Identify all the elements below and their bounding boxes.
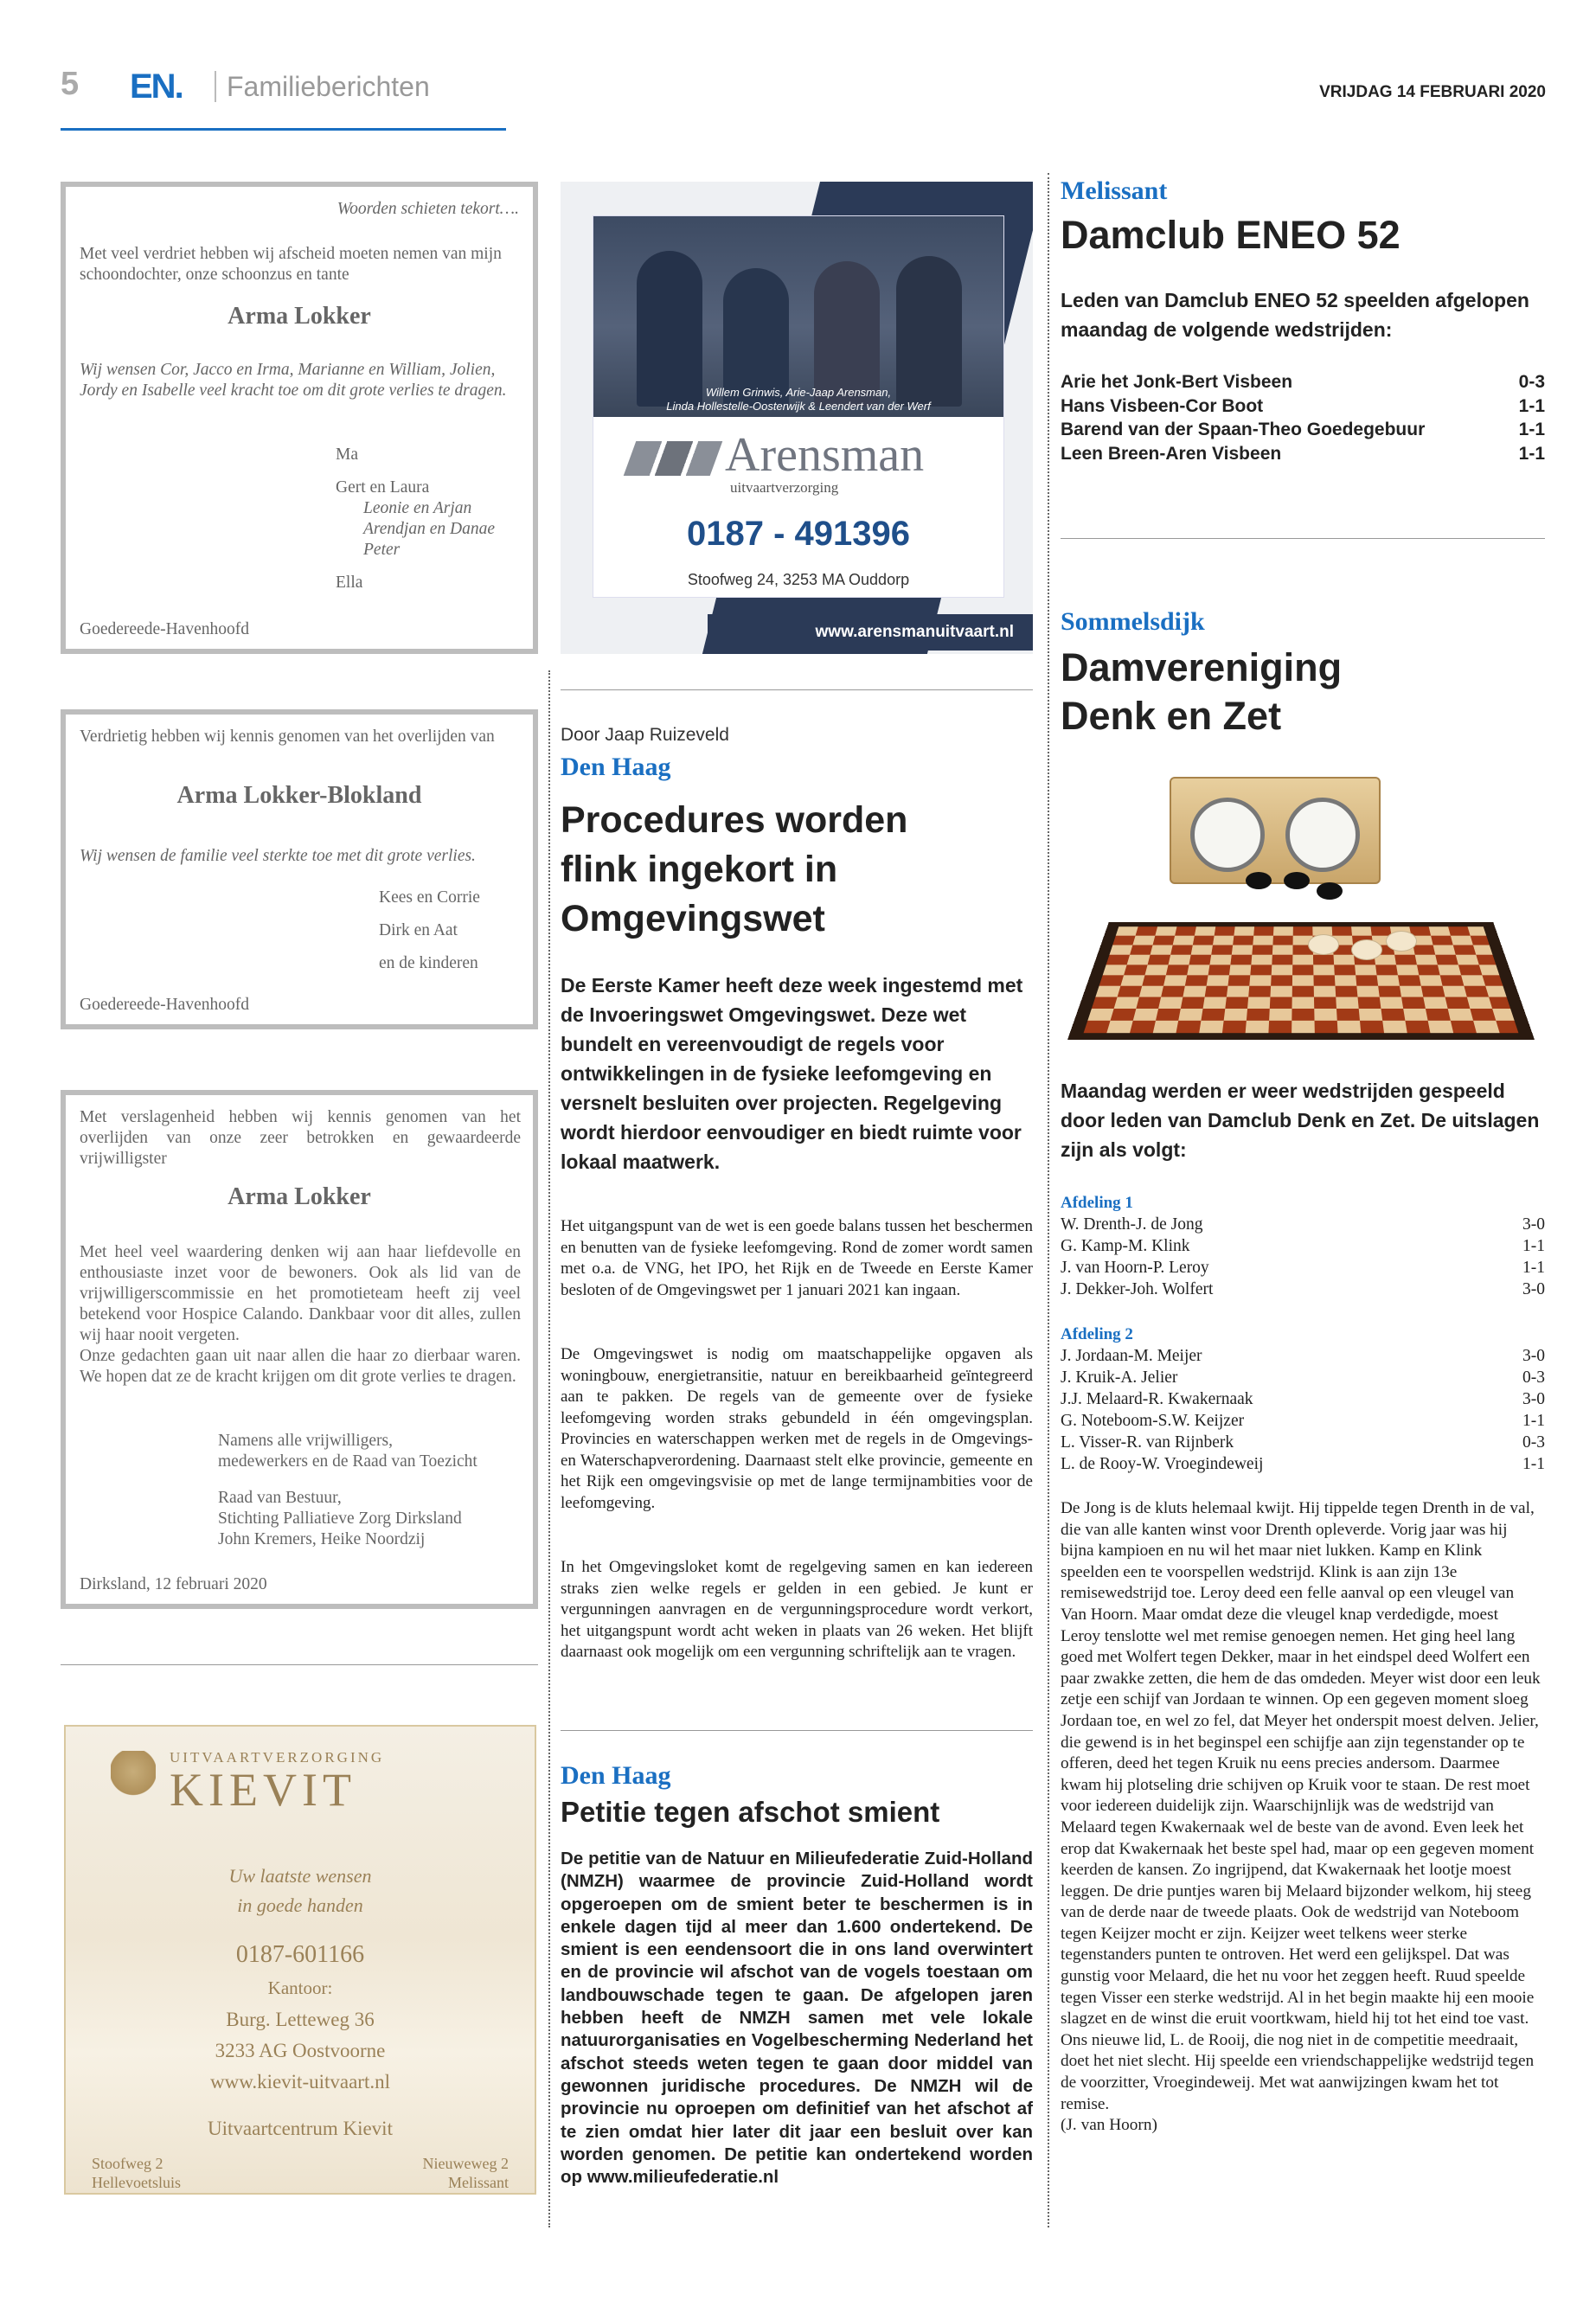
divider [561, 1730, 1033, 1731]
divider [561, 689, 1033, 690]
notice-place: Goedereede-Havenhoofd [80, 996, 249, 1014]
match: J. Dekker-Joh. Wolfert [1061, 1280, 1214, 1298]
result-row [1061, 1279, 1545, 1300]
black-piece-icon [1246, 872, 1272, 889]
signer: en de kinderen [379, 954, 478, 972]
headline-line: Denk en Zet [1061, 694, 1282, 738]
article-kicker: Sommelsdijk [1061, 607, 1205, 636]
newspaper-logo: EN. [130, 67, 183, 106]
score: 0-3 [1522, 1368, 1545, 1387]
match: Arie het Jonk-Bert Visbeen [1061, 372, 1293, 392]
issue-date: VRIJDAG 14 FEBRUARI 2020 [1319, 83, 1546, 101]
person-figure-icon [814, 261, 880, 407]
white-piece-icon [1351, 939, 1382, 960]
article-headline [1061, 644, 1342, 740]
headline-line: Omgevingswet [561, 898, 825, 939]
signature-line: Stichting Palliatieve Zorg Dirksland [218, 1509, 462, 1528]
match: J.J. Melaard-R. Kwakernaak [1061, 1390, 1253, 1408]
kievit-location-right [423, 2154, 509, 2192]
result-row [1061, 1367, 1545, 1388]
article-author: (J. van Hoorn) [1061, 2116, 1157, 2135]
notice-intro: Met veel verdriet hebben wij afscheid moeten nemen van mijn schoondochter, onze schoonzus en tante [80, 245, 502, 284]
score: 3-0 [1522, 1215, 1545, 1234]
match: L. Visser-R. van Rijnberk [1061, 1433, 1234, 1452]
match: Leen Breen-Aren Visbeen [1061, 443, 1282, 464]
result-row [1061, 370, 1545, 394]
black-piece-icon [1317, 882, 1343, 900]
location-line: Melissant [448, 2174, 509, 2191]
match: W. Drenth-J. de Jong [1061, 1215, 1203, 1234]
checkers-board-photo [1057, 761, 1547, 1055]
arensman-logo-icon [624, 441, 723, 476]
result-row [1061, 1214, 1545, 1235]
column-separator [1048, 173, 1049, 2227]
page-number: 5 [61, 66, 80, 102]
result-row [1061, 1432, 1545, 1453]
match: Hans Visbeen-Cor Boot [1061, 395, 1264, 416]
obituary-notice-3 [61, 1090, 538, 1609]
notice-place-date: Dirksland, 12 februari 2020 [80, 1575, 267, 1593]
obituary-notice-1 [61, 182, 538, 654]
article-paragraph: Het uitgangspunt van de wet is een goede balans tussen het beschermen en benutten van de fysieke leefomgeving. Rond de zomer wordt samen met o.a. de VNG, het IPO, het Rijk en de Tweede en Eerste Kamer besloten of de Omgevingswet per 1 januari 2021 kan ingaan. [561, 1217, 1033, 1299]
person-figure-icon [637, 251, 702, 407]
signature-line: Raad van Bestuur, [218, 1489, 342, 1507]
notice-paragraph: Onze gedachten gaan uit naar allen die haar zo dierbaar waren. We hopen dat ze de kracht krijgen om dit grote verlies te dragen. [80, 1347, 521, 1386]
results-table [1061, 370, 1545, 465]
afdeling-label: Afdeling 1 [1061, 1194, 1133, 1212]
score: 0-3 [1518, 372, 1545, 392]
deceased-name: Arma Lokker [228, 303, 371, 330]
score: 1-1 [1522, 1455, 1545, 1473]
result-row [1061, 1235, 1545, 1257]
signer-child: Arendjan en Danae [363, 520, 495, 538]
kievit-phone: 0187-601166 [235, 1941, 365, 1968]
notice-wish: Wij wensen de familie veel sterkte toe met dit grote verlies. [80, 847, 476, 865]
column-separator [548, 670, 550, 2227]
notice-place: Goedereede-Havenhoofd [80, 620, 249, 638]
arensman-advertisement [561, 182, 1033, 654]
section-title: Familieberichten [215, 71, 430, 102]
signer-ella: Ella [336, 574, 363, 592]
article-paragraph: In het Omgevingsloket komt de regelgeving samen en kan iedereen straks zien welke regels er gelden in een gebied. Je kunt er vergunningen aanvragen en de vergunningsprocedure wordt verkort, het uitgangspunt wordt acht weken in plaats van 26 weken. Het blijft daarnaast ook mogelijk om een vergunning schriftelijk aan te vragen. [561, 1558, 1033, 1661]
signer-gert: Gert en Laura [336, 478, 430, 497]
result-row [1061, 394, 1545, 419]
location-line: Stoofweg 2 [92, 2155, 163, 2172]
result-row [1061, 1410, 1545, 1432]
chess-clock-icon [1170, 777, 1381, 884]
caption-line: Linda Hollestelle-Oosterwijk & Leendert van der Werf [666, 400, 931, 413]
location-line: Nieuweweg 2 [422, 2155, 509, 2172]
person-figure-icon [896, 256, 962, 407]
divider [61, 1664, 538, 1665]
result-row [1061, 1345, 1545, 1367]
kievit-website: www.kievit-uitvaart.nl [209, 2071, 390, 2093]
score: 1-1 [1522, 1259, 1545, 1277]
deceased-name: Arma Lokker [228, 1183, 371, 1210]
article-byline: Door Jaap Ruizeveld [561, 725, 729, 745]
kievit-centrum: Uitvaartcentrum Kievit [208, 2118, 393, 2139]
black-piece-icon [1284, 872, 1310, 889]
article-kicker: Melissant [1061, 176, 1168, 205]
photo-caption [593, 386, 1003, 413]
kievit-city: 3233 AG Oostvoorne [215, 2040, 386, 2061]
match: L. de Rooy-W. Vroegindeweij [1061, 1455, 1264, 1473]
score: 3-0 [1522, 1390, 1545, 1408]
article-kicker: Den Haag [561, 1761, 671, 1790]
kievit-brand: KIEVIT [170, 1764, 356, 1816]
arensman-address: Stoofweg 24, 3253 MA Ouddorp [687, 571, 910, 588]
obituary-notice-2 [61, 709, 538, 1029]
article-headline: Petitie tegen afschot smient [561, 1796, 940, 1828]
article-paragraph: De Jong is de kluts helemaal kwijt. Hij tippelde tegen Drenth in de val, die van alle kanten winst voor Drenth opleverde. Vorig jaar was hij bijna kampioen en nu wil het maar niet lukken. Kamp en Klink speelden een te voorspellen wedstrijd. Klink is aan zijn 13e remisewedstrijd toe. Leroy deed een felle aanval op een vleugel van Van Hoorn. Maar omdat deze die vleugel knap verdedigde, moest Leroy tenslotte wel met remise genoegen nemen. Het ging heel lang goed met Wolfert tegen Dekker, maar in het eindspel deed Wolfert een paar zwakke zetten, die hem de das omdeden. Meyer wist door een leuk zetje een schijf van Jordaan te winnen. Op een gegeven moment sloeg Jordaan toe, en wel zo fel, dat Meyer het onderspit moest delven. Jelier, die gewend is in het beginspel een schijfje aan zijn tegenstander op te offeren, deed het tegen Kruik nu eens precies andersom. Daarmee kwam hij plotseling drie schijven op Kruik voor te staan. De rest moet voor iedereen duidelijk zijn. Waarschijnlijk was de wedstrijd van Melaard tegen Kwakernaak wel de beste van de avond. Even leek het erop dat Kwakernaak het beste spel had, maar op een gegeven moment keerden de kansen. Zo ingrijpend, dat Kwakernaak het lootje moest leggen. De drie puntjes waren bij Melaard bijzonder welkom, hij steeg van de derde naar de tweede plaats. Ook de wedstrijd van Noteboom tegen Keijzer mocht er zijn. Keijzer weet telkens weer sterke tegenstanders punten te ontroven. Het werd een gelijkspel. Dat was gunstig voor Melaard, die het nu voor het zeggen heeft. Ruud speelde tegen Visser een sterke wedstrijd. Al in het begin maakte hij een mooie slagzet en de winst die eruit voortkwam, hield hij tot het eind toe vast. Ons nieuwe lid, L. de Rooij, die nog niet in de competitie meedraait, doet het niet slecht. Hij speelde een vriendschappelijke wedstrijd tegen de voorzitter, Vroegindeweij. Met wat aanwijzingen kwam het tot remise. [1061, 1499, 1541, 2113]
match: G. Kamp-M. Klink [1061, 1237, 1190, 1255]
deceased-name: Arma Lokker-Blokland [176, 782, 422, 809]
signer-child: Leonie en Arjan [363, 499, 472, 517]
headline-line: Procedures worden [561, 799, 908, 841]
notice-intro: Verdrietig hebben wij kennis genomen van het overlijden van [80, 727, 495, 746]
score: 1-1 [1518, 443, 1545, 464]
divider [1061, 538, 1545, 539]
article-headline [561, 796, 907, 944]
kievit-top: UITVAARTVERZORGING [170, 1749, 385, 1766]
signature-line: medewerkers en de Raad van Toezicht [218, 1452, 478, 1471]
result-row [1061, 1453, 1545, 1475]
match: G. Noteboom-S.W. Keijzer [1061, 1412, 1245, 1430]
kievit-location-left [92, 2154, 181, 2192]
result-row [1061, 1257, 1545, 1279]
notice-intro: Met verslagenheid hebben wij kennis genomen van het overlijden van onze zeer betrokken en gewaardeerde vrijwilligster [80, 1108, 521, 1168]
kievit-slogan [66, 1862, 535, 1920]
kievit-office-label: Kantoor: [267, 1977, 333, 1998]
signer: Kees en Corrie [379, 888, 480, 907]
score: 3-0 [1522, 1347, 1545, 1365]
arensman-brand: Arensman [725, 428, 925, 482]
article-body [1061, 1498, 1542, 2137]
article-headline: Damclub ENEO 52 [1061, 213, 1401, 257]
article-lead: Leden van Damclub ENEO 52 speelden afgelopen maandag de volgende wedstrijden: [1061, 289, 1529, 341]
signer: Dirk en Aat [379, 921, 458, 939]
signer-ma: Ma [336, 445, 358, 464]
arensman-phone: 0187 - 491396 [686, 515, 910, 553]
white-piece-icon [1386, 931, 1417, 952]
article-kicker: Den Haag [561, 753, 671, 781]
headline-line: Damvereniging [1061, 645, 1343, 689]
article-lead: De petitie van de Natuur en Milieufederatie Zuid-Holland (NMZH) waarmee de provincie Zuid-Holland wordt opgeroepen om de smient beter te beschermen is in enkele dagen tijd al meer dan 1.600 ondertekend. De smient is een eendensoort die in ons land overwintert en de provincie wil afschot van de vogels toestaan om landbouwschade tegen te gaan. De afgelopen jaren hebben heeft de NMZH samen met vele lokale natuurorganisaties en Vogelbescherming Nederland het afschot steeds weten tegen te gaan door middel van gewonnen juridische procedures. De NMZH wil de provincie nu oproepen om definitief van het afschot af te zien omdat hier later dit jaar een besluit over kan worden genomen. De petitie kan ondertekend worden op www.milieufederatie.nl [561, 1849, 1033, 2188]
kievit-street: Burg. Letteweg 36 [226, 2009, 375, 2030]
notice-wish: Wij wensen Cor, Jacco en Irma, Marianne en William, Jolien, Jordy en Isabelle veel kracht toe om dit grote verlies te dragen. [80, 361, 507, 400]
arensman-website: www.arensmanuitvaart.nl [815, 623, 1014, 641]
white-piece-icon [1308, 934, 1339, 955]
location-line: Hellevoetsluis [92, 2174, 181, 2191]
result-row [1061, 442, 1545, 466]
caption-line: Willem Grinwis, Arie-Jaap Arensman, [705, 386, 892, 399]
result-row [1061, 418, 1545, 442]
score: 1-1 [1522, 1237, 1545, 1255]
clock-face-icon [1285, 798, 1360, 872]
slogan-line: in goede handen [237, 1894, 363, 1916]
clock-face-icon [1190, 798, 1265, 872]
result-row [1061, 1388, 1545, 1410]
score: 0-3 [1522, 1433, 1545, 1452]
checkerboard-icon [1067, 922, 1535, 1040]
article-lead: Maandag werden er weer wedstrijden gespeeld door leden van Damclub Denk en Zet. De uitslagen zijn als volgt: [1061, 1080, 1540, 1161]
article-paragraph: De Omgevingswet is nodig om maatschappelijke opgaven als woningbouw, energietransitie, natuur en bereikbaarheid geïntegreerd aan te pakken. De regels van de gemeente over de fysieke leefomgeving worden straks gebundeld in één omgevingsplan. Provincies en waterschappen werken met de regels in de Omgevings- en Waterschapverordening. Daarnaast stelt elke provincie, gemeente en het Rijk een omgevingsvisie op met de lange termijnambities voor de leefomgeving. [561, 1345, 1033, 1512]
score: 1-1 [1518, 395, 1545, 416]
header-rule [61, 128, 506, 131]
score: 1-1 [1518, 420, 1545, 439]
results-afdeling-2 [1061, 1317, 1545, 1475]
kievit-crest-icon [111, 1751, 156, 1803]
notice-paragraph: Met heel veel waardering denken wij aan haar liefdevolle en enthousiaste inzet voor de bewoners. Ook als lid van de vrijwilligerscommissie en het promotieteam heeft zij veel betekend voor Hospice Calando. Dankbaar voor dit alles, zullen wij haar nooit vergeten. [80, 1243, 521, 1344]
signature-line: Namens alle vrijwilligers, [218, 1432, 393, 1450]
headline-line: flink ingekort in [561, 849, 838, 890]
score: 1-1 [1522, 1412, 1545, 1430]
match: Barend van der Spaan-Theo Goedegebuur [1061, 420, 1426, 439]
kievit-advertisement [64, 1725, 536, 2195]
signer-child: Peter [363, 541, 401, 559]
match: J. Jordaan-M. Meijer [1061, 1347, 1202, 1365]
notice-quote: Woorden schieten tekort…. [337, 200, 519, 218]
afdeling-label: Afdeling 2 [1061, 1325, 1133, 1343]
slogan-line: Uw laatste wensen [228, 1865, 372, 1887]
score: 3-0 [1522, 1280, 1545, 1298]
match: J. Kruik-A. Jelier [1061, 1368, 1178, 1387]
results-afdeling-1 [1061, 1185, 1545, 1300]
team-photo [593, 216, 1003, 417]
match: J. van Hoorn-P. Leroy [1061, 1259, 1209, 1277]
arensman-subtitle: uitvaartverzorging [730, 479, 839, 496]
signature-line: John Kremers, Heike Noordzij [218, 1530, 426, 1548]
article-lead: De Eerste Kamer heeft deze week ingestemd met de Invoeringswet Omgevingswet. Deze wet bundelt en vereenvoudigt de regels voor ontwikkelingen in de fysieke leefomgeving en versnelt besluiten over projecten. Regelgeving wordt hierdoor eenvoudiger en biedt ruimte voor lokaal maatwerk. [561, 974, 1023, 1173]
